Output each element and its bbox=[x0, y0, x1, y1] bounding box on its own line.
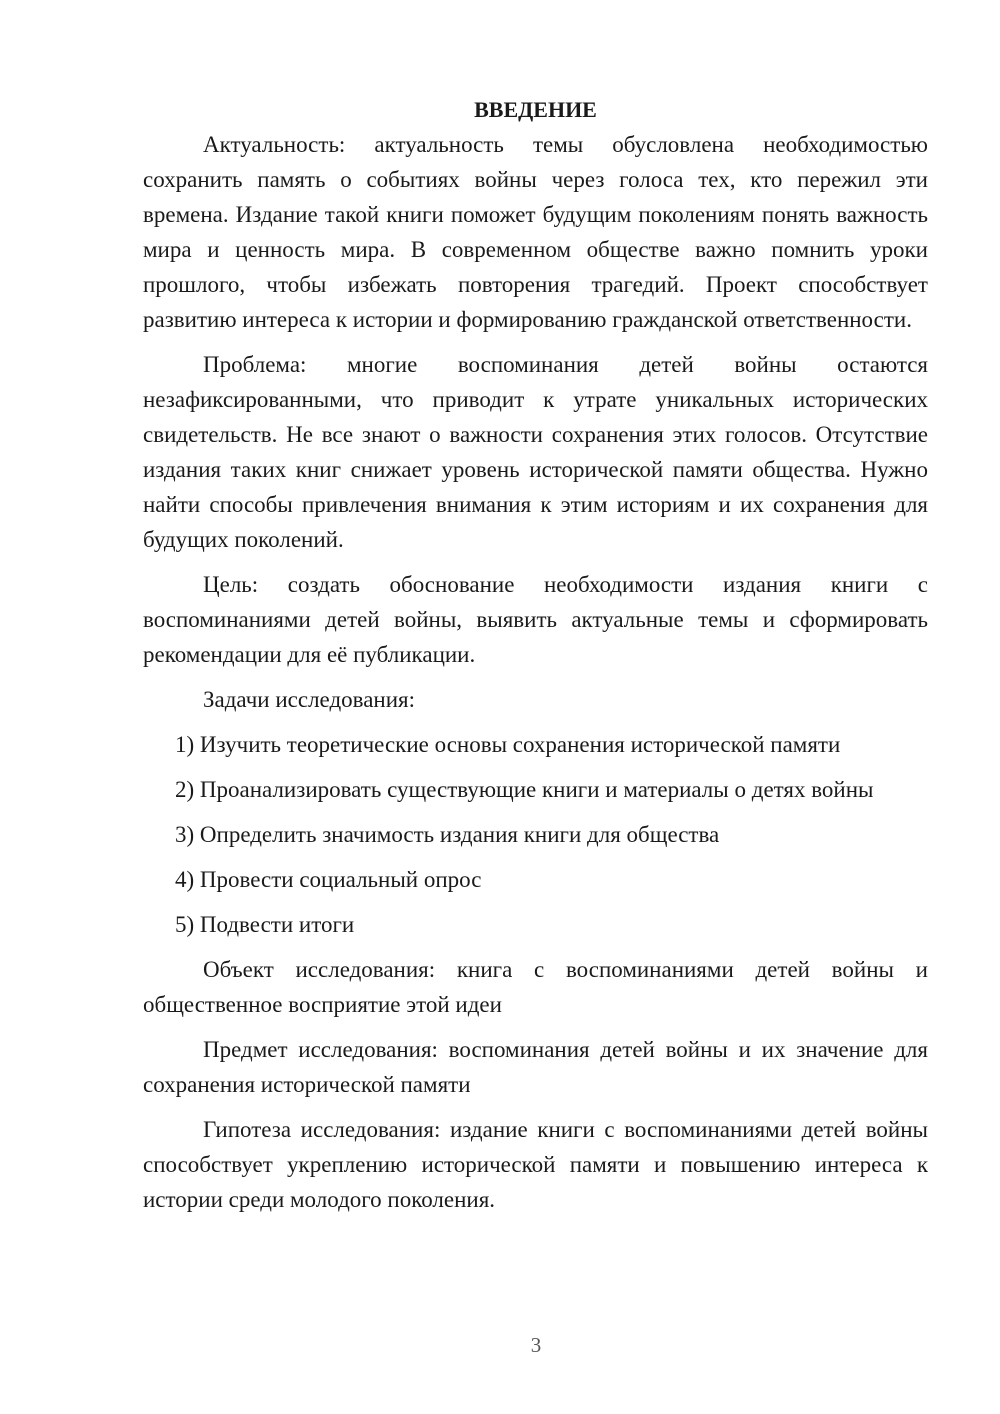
task-item: 1) Изучить теоретические основы сохранения исторической памяти bbox=[175, 732, 841, 757]
task-item: 5) Подвести итоги bbox=[175, 912, 355, 937]
paragraph-hypothesis: Гипотеза исследования: издание книги с воспоминаниями детей войны способствует укреплению исторической памяти и повышению интереса к истории среди молодого поколения. bbox=[143, 1117, 928, 1212]
paragraph-goal: Цель: создать обоснование необходимости издания книги с воспоминаниями детей войны, выявить актуальные темы и сформировать рекомендации для её публикации. bbox=[143, 572, 928, 667]
paragraph-problem: Проблема: многие воспоминания детей войны остаются незафиксированными, что приводит к утрате уникальных исторических свидетельств. Не все знают о важности сохранения этих голосов. Отсутствие издания таких книг снижает уровень исторической памяти общества. Нужно найти способы привлечения внимания к этим историям и их сохранения для будущих поколений. bbox=[143, 352, 928, 552]
paragraph-object: Объект исследования: книга с воспоминаниями детей войны и общественное восприятие этой идеи bbox=[143, 957, 928, 1017]
document-page bbox=[143, 92, 928, 1227]
task-item: 2) Проанализировать существующие книги и материалы о детях войны bbox=[175, 777, 874, 802]
page-title: ВВЕДЕНИЕ bbox=[474, 97, 597, 122]
paragraph-relevance: Актуальность: актуальность темы обусловлена необходимостью сохранить память о событиях войны через голоса тех, кто пережил эти времена. Издание такой книги поможет будущим поколениям понять важность мира и ценность мира. В современном обществе важно помнить уроки прошлого, чтобы избежать повторения трагедий. Проект способствует развитию интереса к истории и формированию гражданской ответственности. bbox=[143, 132, 928, 332]
paragraph-subject: Предмет исследования: воспоминания детей войны и их значение для сохранения исторической памяти bbox=[143, 1037, 928, 1097]
task-item: 4) Провести социальный опрос bbox=[175, 867, 482, 892]
page-number: 3 bbox=[530, 1333, 542, 1357]
task-item: 3) Определить значимость издания книги для общества bbox=[175, 822, 720, 847]
paragraph-tasks-heading: Задачи исследования: bbox=[203, 687, 416, 712]
